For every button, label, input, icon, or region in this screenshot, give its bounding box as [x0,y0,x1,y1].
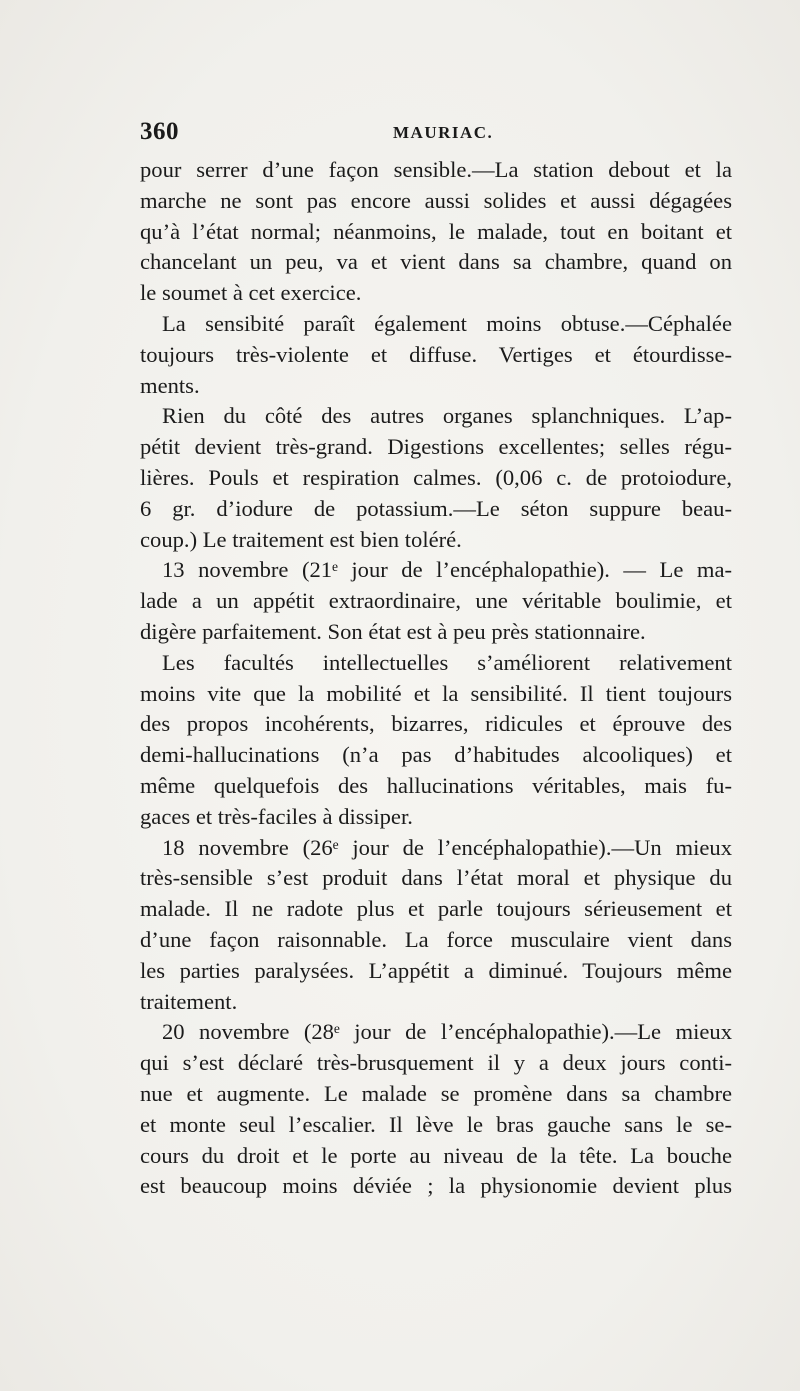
text-line: nue et augmente. Le malade se promène dans sa chambre [140,1080,732,1106]
text-line: 13 novembre (21ᵉ jour de l’encéphalopathie). — Le ma- [162,557,732,583]
page-header [140,118,730,146]
text-line: ments. [140,372,200,398]
text-line: chancelant un peu, va et vient dans sa chambre, quand on [140,249,732,275]
text-line: très-sensible s’est produit dans l’état moral et physique du [140,865,732,891]
text-line: gaces et très-faciles à dissiper. [140,803,413,829]
text-line: toujours très-violente et diffuse. Vertiges et étourdisse- [140,341,732,367]
running-head: MAURIAC. [393,123,494,142]
text-line: les parties paralysées. L’appétit a diminué. Toujours même [140,957,732,983]
text-line: 20 novembre (28ᵉ jour de l’encéphalopathie).—Le mieux [162,1019,732,1045]
page-number: 360 [140,118,179,145]
text-line: La sensibité paraît également moins obtuse.—Céphalée [162,310,732,336]
text-line: pour serrer d’une façon sensible.—La station debout et la [140,157,732,182]
text-line: des propos incohérents, bizarres, ridicules et éprouve des [140,711,732,737]
text-line: digère parfaitement. Son état est à peu près stationnaire. [140,618,646,644]
text-line: demi-hallucinations (n’a pas d’habitudes alcooliques) et [140,742,732,768]
text-line: qu’à l’état normal; néanmoins, le malade, tout en boitant et [140,218,732,244]
text-line: lade a un appétit extraordinaire, une véritable boulimie, et [140,588,732,614]
text-line: moins vite que la mobilité et la sensibilité. Il tient toujours [140,680,732,706]
text-line: Les facultés intellectuelles s’améliorent relativement [162,649,732,675]
text-line: malade. Il ne radote plus et parle toujours sérieusement et [140,896,732,922]
text-line: marche ne sont pas encore aussi solides et aussi dégagées [140,187,732,213]
text-line: pétit devient très-grand. Digestions excellentes; selles régu- [140,434,732,460]
text-line: cours du droit et le porte au niveau de la tête. La bouche [140,1142,732,1168]
text-line: Rien du côté des autres organes splanchniques. L’ap- [162,403,732,429]
text-line: est beaucoup moins déviée ; la physionomie devient plus [140,1173,732,1199]
body-text [140,155,732,1202]
text-line: 6 gr. d’iodure de potassium.—Le séton suppure beau- [140,495,732,521]
text-line: et monte seul l’escalier. Il lève le bras gauche sans le se- [140,1111,732,1137]
text-line: qui s’est déclaré très-brusquement il y a deux jours conti- [140,1050,732,1076]
text-line: 18 novembre (26ᵉ jour de l’encéphalopathie).—Un mieux [162,834,732,860]
text-line: lières. Pouls et respiration calmes. (0,06 c. de protoiodure, [140,464,732,490]
text-line: le soumet à cet exercice. [140,280,362,306]
text-line: traitement. [140,988,238,1014]
text-line: coup.) Le traitement est bien toléré. [140,526,462,552]
text-line: même quelquefois des hallucinations véritables, mais fu- [140,772,732,798]
text-line: d’une façon raisonnable. La force musculaire vient dans [140,926,732,952]
